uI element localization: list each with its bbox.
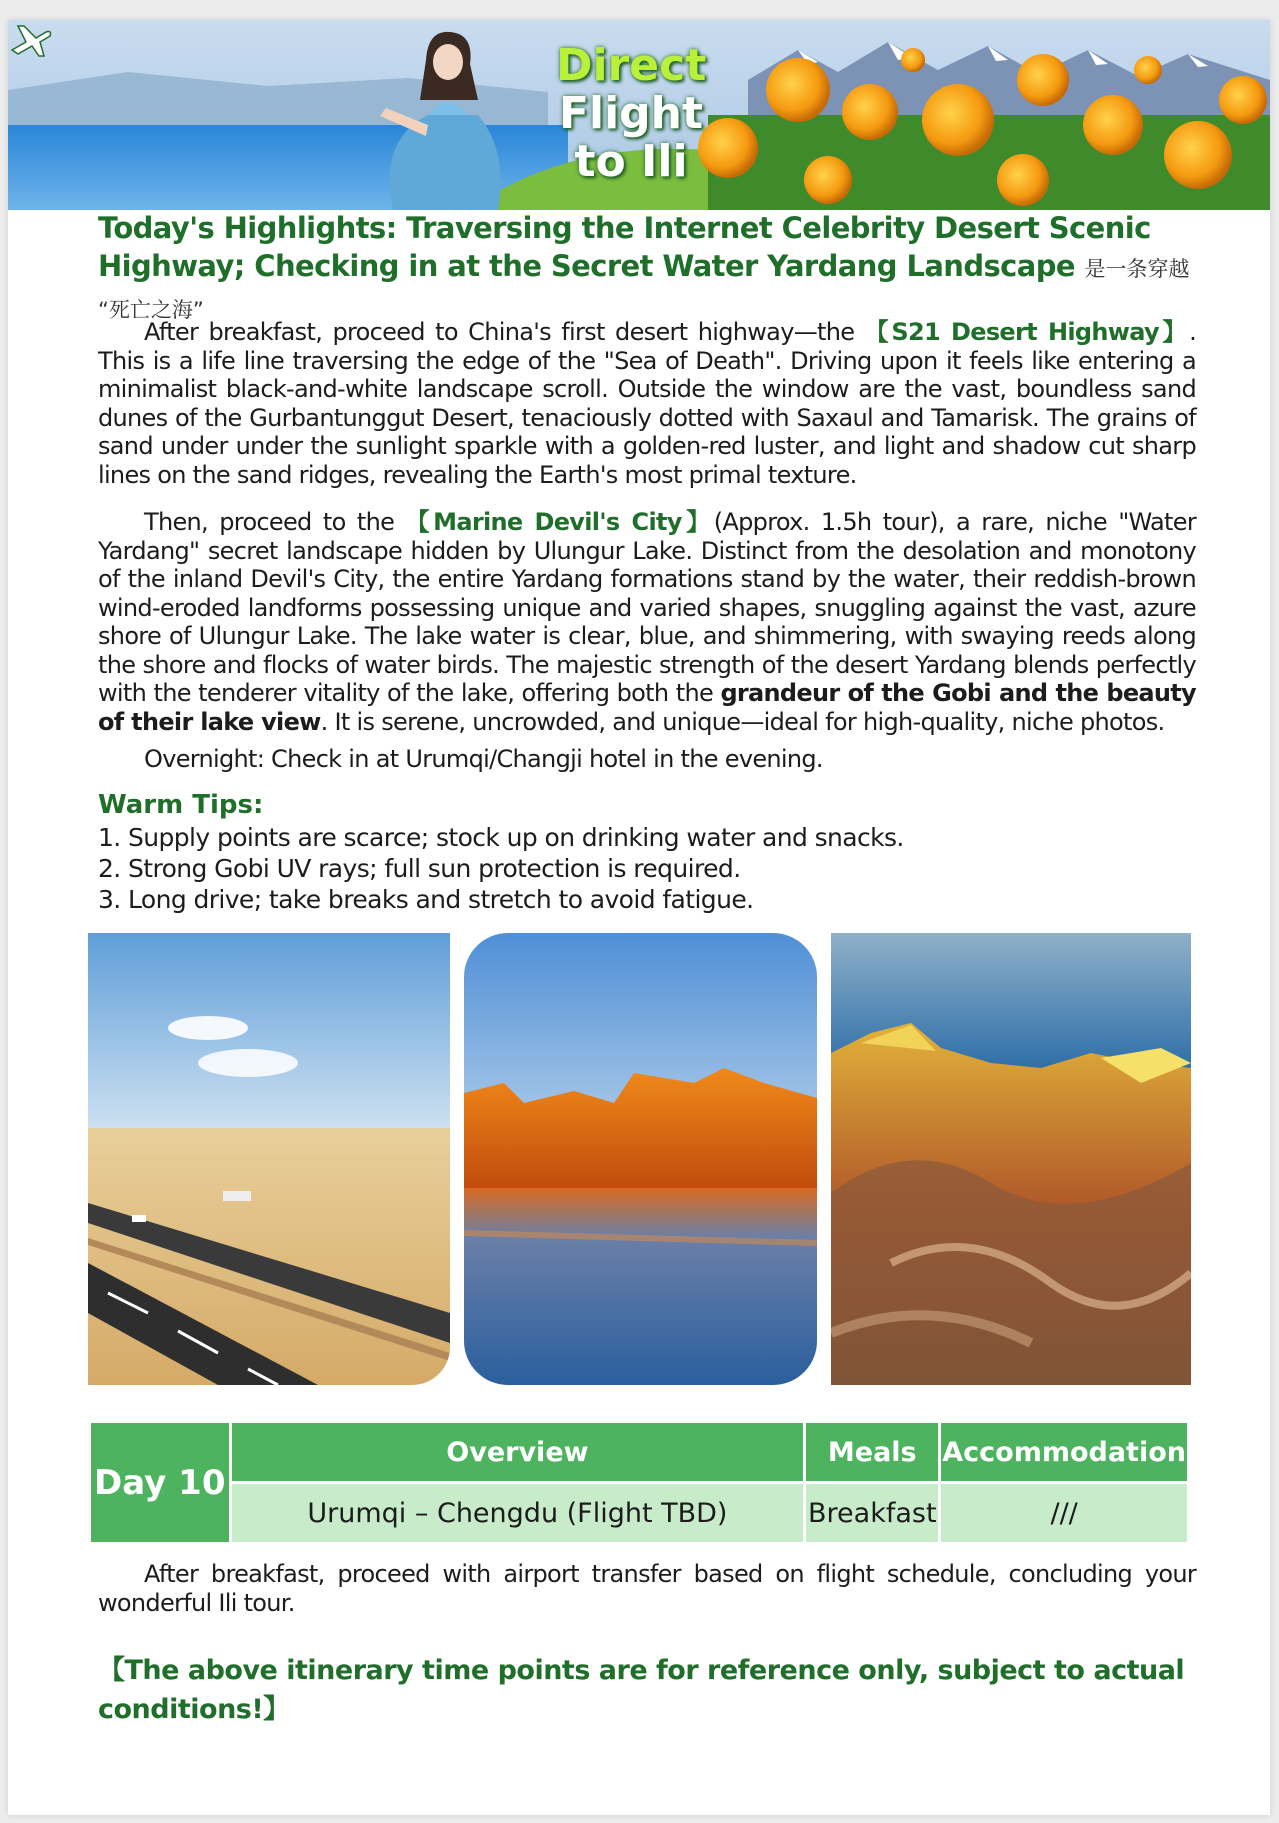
day-number-cell: Day 10 — [90, 1422, 231, 1544]
tip-item: 3. Long drive; take breaks and stretch to avoid fatigue. — [98, 885, 754, 914]
para2-bold-text: grandeur of the Gobi and the beauty of their lake view — [98, 679, 1196, 736]
banner-title-line3: to Ili — [574, 136, 688, 187]
heading-chinese-overlay: 是一条穿越 “死亡之海” — [98, 257, 1190, 322]
meals-header: Meals — [805, 1422, 940, 1483]
tip-item: 2. Strong Gobi UV rays; full sun protection is required. — [98, 854, 741, 883]
airplane-icon — [8, 20, 54, 60]
marine-devils-city-highlight: 【Marine Devil's City】 — [405, 508, 714, 536]
day10-paragraph: After breakfast, proceed with airport transfer based on flight schedule, concluding your wonderful Ili tour. — [98, 1560, 1196, 1617]
desert-highway-photo — [88, 933, 450, 1385]
para1-text-before: After breakfast, proceed to China's first desert highway—the — [144, 318, 865, 346]
itinerary-page — [8, 20, 1270, 1815]
heading-text: Today's Highlights: Traversing the Internet Celebrity Desert Scenic Highway; Checking in at the Secret Water Yardang Landscape — [98, 211, 1151, 283]
banner-title-line1: Direct — [556, 40, 707, 91]
para2-text-before: Then, proceed to the — [144, 508, 406, 536]
banner-title-line2: Flight — [558, 88, 704, 139]
para2-text-mid: (Approx. 1.5h tour), a rare, niche "Water Yardang" secret landscape hidden by Ulungur Lake. Distinct from the desolation and monotony of the inland Devil's City, the entire Yardang formations stand by the water, their reddish-brown wind-eroded landforms possessing unique and varied shapes, snuggling against the vast, azure shore of Ulungur Lake. The lake water is clear, blue, and shimmering, with swaying reeds along the shore and flocks of water birds. The majestic strength of the desert Yardang blends perfectly with the tenderer vitality of the lake, offering both the — [98, 508, 1197, 707]
banner-title — [556, 42, 706, 186]
s21-highway-highlight: 【S21 Desert Highway】 — [864, 318, 1190, 346]
yardang-landform-photo — [831, 933, 1191, 1385]
marine-devils-city-photo — [464, 933, 817, 1385]
warm-tips-title: Warm Tips: — [98, 790, 264, 820]
warm-tips-list — [98, 822, 1198, 915]
marine-devils-city-paragraph — [98, 508, 1196, 736]
para2-text-after: . It is serene, uncrowded, and unique—ideal for high-quality, niche photos. — [320, 707, 1165, 736]
tip-item: 1. Supply points are scarce; stock up on drinking water and snacks. — [98, 823, 904, 852]
disclaimer-note: 【The above itinerary time points are for reference only, subject to actual conditions!】 — [98, 1655, 1185, 1725]
accommodation-header: Accommodation — [940, 1422, 1189, 1483]
desert-highway-paragraph — [98, 318, 1196, 489]
overnight-note: Overnight: Check in at Urumqi/Changji hotel in the evening. — [144, 745, 823, 773]
day-highlights-heading — [98, 209, 1208, 329]
accommodation-cell: /// — [940, 1483, 1189, 1544]
header-banner — [8, 20, 1270, 210]
overview-cell: Urumqi – Chengdu (Flight TBD) — [230, 1483, 805, 1544]
day-schedule-table — [88, 1420, 1190, 1545]
para1-text-after: . This is a life line traversing the edge of the "Sea of Death". Driving upon it feels like entering a minimalist black-and-white landscape scroll. Outside the window are the vast, boundless sand dunes of the Gurbantunggut Desert, tenaciously dotted with Saxaul and Tamarisk. The grains of sand under under the sunlight sparkle with a golden-red luster, and light and shadow cut sharp lines on the sand ridges, revealing the Earth's most primal texture. — [98, 318, 1196, 489]
overview-header: Overview — [230, 1422, 805, 1483]
meals-cell: Breakfast — [805, 1483, 940, 1544]
